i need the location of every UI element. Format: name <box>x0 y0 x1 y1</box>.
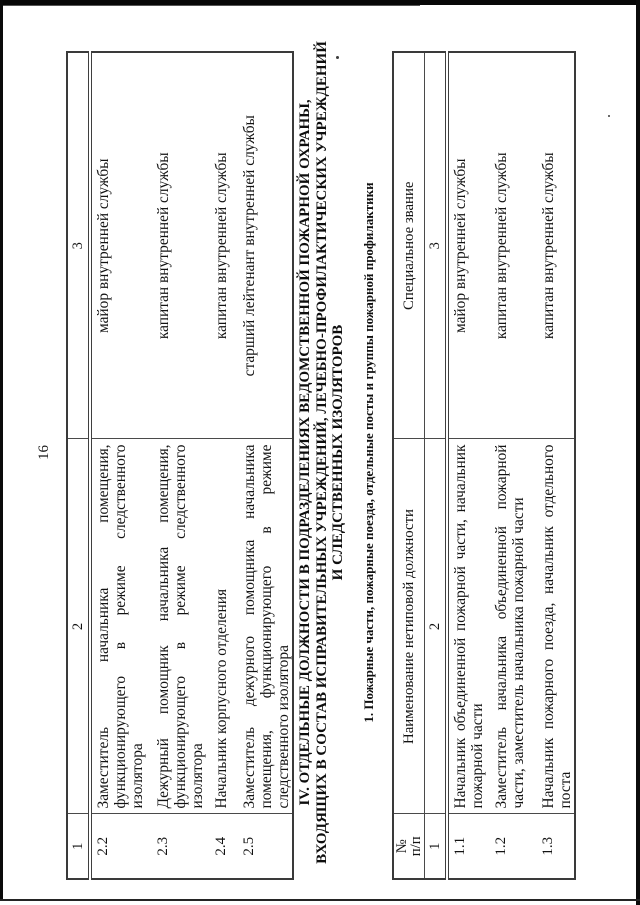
header-name-cell: Наименование нетиповой должности <box>393 439 425 814</box>
scan-edge-left <box>0 0 3 899</box>
position-cell: Заместитель дежурного помощника начальника помещения, функционирующего в режиме следственного изолятора <box>238 439 293 814</box>
rank-cell: капитан внутренней службы <box>537 52 575 439</box>
rank-cell: капитан внутренней службы <box>152 52 210 439</box>
position-cell: Начальник объединенной пожарной части, начальник пожарной части <box>447 439 490 814</box>
header-num-cell <box>393 814 425 879</box>
table-row <box>210 52 238 879</box>
position-cell: Дежурный помощник начальника помещения, функционирующего в режиме следственного изолятора <box>152 439 210 814</box>
rank-cell: капитан внутренней службы <box>210 52 238 439</box>
column-number-cell: 2 <box>425 439 448 814</box>
rank-cell: старший лейтенант внутренней службы <box>238 52 293 439</box>
table-row <box>152 52 210 879</box>
scan-edge-bottom <box>0 899 640 901</box>
position-cell: Заместитель начальника объединенной пожарной части, заместитель начальника пожарной части <box>490 439 537 814</box>
table-row <box>490 52 537 879</box>
column-number-cell: 2 <box>67 439 90 814</box>
subsection-heading: 1. Пожарные части, пожарные поезда, отдельные посты и группы пожарной профилактики <box>361 182 376 723</box>
table-row <box>238 52 293 879</box>
section-heading-line: ВХОДЯЩИХ В СОСТАВ ИСПРАВИТЕЛЬНЫХ УЧРЕЖДЕНИЙ, ЛЕЧЕБНО-ПРОФИЛАКТИЧЕСКИХ УЧРЕЖДЕНИЙ <box>313 41 330 864</box>
row-number-cell: 2.5 <box>238 814 293 879</box>
row-number-cell: 2.3 <box>152 814 210 879</box>
section-heading-line: IV. ОТДЕЛЬНЫЕ ДОЛЖНОСТИ В ПОДРАЗДЕЛЕНИЯХ ВЕДОМСТВЕННОЙ ПОЖАРНОЙ ОХРАНЫ, <box>297 99 313 806</box>
header-num-line1: № <box>394 839 410 854</box>
scan-edge-top-thin <box>0 5 420 6</box>
row-number-cell: 2.4 <box>210 814 238 879</box>
row-number-cell: 1.3 <box>537 814 575 879</box>
position-cell: Заместитель начальника помещения, функционирующего в режиме следственного изолятора <box>90 439 152 814</box>
section-heading <box>297 0 347 905</box>
table-header-row <box>393 52 425 879</box>
table-row <box>425 52 448 879</box>
position-cell: Начальник пожарного поезда, начальник отдельного поста <box>537 439 575 814</box>
scan-edge-right <box>636 0 640 905</box>
column-number-cell: 1 <box>67 814 90 879</box>
section-heading-line: И СЛЕДСТВЕННЫХ ИЗОЛЯТОРОВ <box>330 324 346 581</box>
row-number-cell: 1.2 <box>490 814 537 879</box>
scan-speck <box>608 115 610 117</box>
header-rank-cell: Специальное звание <box>393 52 425 439</box>
row-number-cell: 2.2 <box>90 814 152 879</box>
header-num-line2: п/п <box>408 836 424 857</box>
column-number-cell: 1 <box>425 814 448 879</box>
table-row <box>447 52 490 879</box>
table-row <box>537 52 575 879</box>
rank-cell: майор внутренней службы <box>90 52 152 439</box>
rank-cell: капитан внутренней службы <box>490 52 537 439</box>
column-number-cell: 3 <box>67 52 90 439</box>
table-continued-positions <box>66 51 294 880</box>
column-number-cell: 3 <box>425 52 448 439</box>
table-row <box>90 52 152 879</box>
table-row <box>67 52 90 879</box>
page-number: 16 <box>36 445 52 460</box>
position-cell: Начальник корпусного отделения <box>210 439 238 814</box>
rank-cell: майор внутренней службы <box>447 52 490 439</box>
scan-speck <box>336 56 339 59</box>
table-fire-units <box>392 51 576 880</box>
row-number-cell: 1.1 <box>447 814 490 879</box>
